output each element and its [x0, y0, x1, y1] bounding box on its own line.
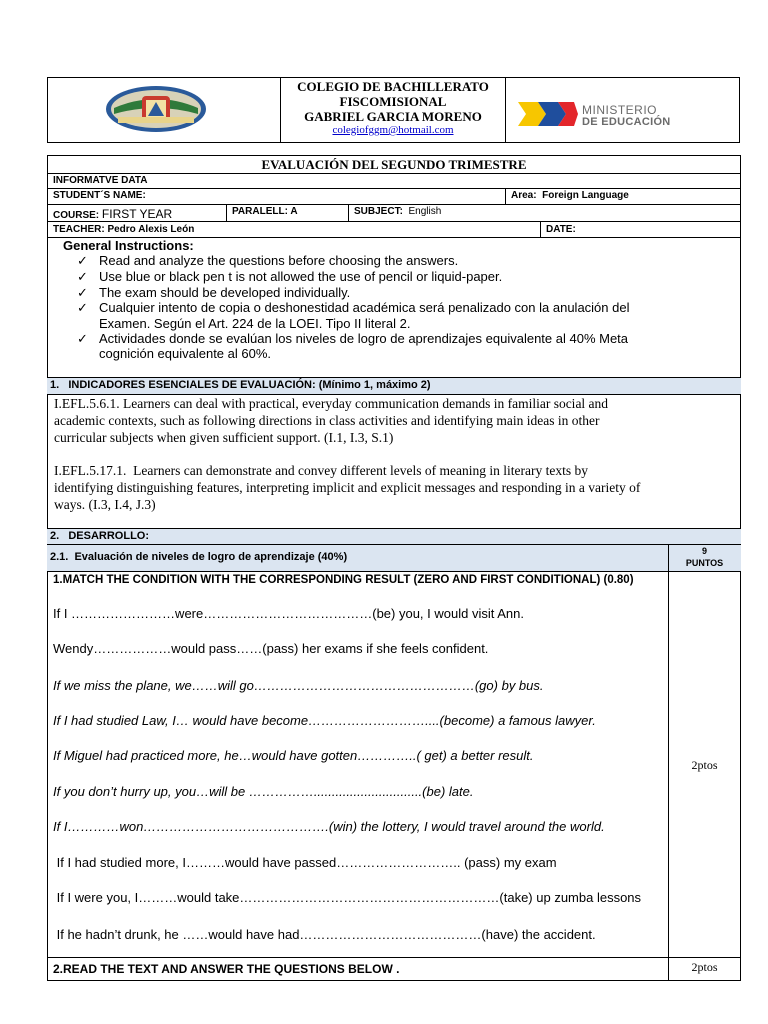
- school-name-line2: FISCOMISIONAL: [339, 94, 447, 109]
- exercise-item: If I…………won…………………………………….(win) the lottery, I would travel around the world.: [53, 819, 605, 834]
- exercise-item: If we miss the plane, we……will go……………………………………………(go) by bus.: [53, 678, 544, 693]
- rule: [505, 188, 506, 204]
- exam-title: EVALUACIÓN DEL SEGUNDO TRIMESTRE: [261, 157, 527, 172]
- instruction-item: [77, 269, 502, 285]
- indicator-1-line2: academic contexts, such as following directions in class activities and identifying main ideas in other: [54, 413, 600, 428]
- exercise-item: Wendy………………would pass……(pass) her exams if she feels confident.: [53, 641, 489, 656]
- course-value: FIRST YEAR: [101, 207, 173, 221]
- school-name-line1: COLEGIO DE BACHILLERATO: [297, 79, 489, 94]
- rule: [47, 204, 741, 205]
- instruction-item: [77, 285, 350, 301]
- course-field: [53, 207, 172, 221]
- indicator-2-line3: ways. (I.3, I.4, J.3): [54, 497, 156, 512]
- exercise-item: If I ……………………were…………………………………(be) you, I would visit Ann.: [53, 606, 524, 621]
- exercise-item: If I had studied more, I………would have passed……………………….. (pass) my exam: [53, 855, 557, 870]
- indicator-2-line2: identifying distinguishing features, interpreting implicit and explicit messages and responding in a variety of: [54, 480, 641, 495]
- instruction-text-continued: Examen. Según el Art. 224 de la LOEI. Tipo II literal 2.: [99, 316, 411, 331]
- question-2-title: 2.READ THE TEXT AND ANSWER THE QUESTIONS BELOW .: [53, 962, 400, 976]
- ministry-logo: [516, 98, 578, 130]
- course-label: COURSE:: [53, 210, 100, 221]
- informative-data-label: INFORMATVE DATA: [53, 175, 148, 186]
- exercise-item: If you don’t hurry up, you…will be ……………..............................(be) late.: [53, 784, 474, 799]
- check-icon: ✓: [77, 285, 88, 300]
- parallel-label: PARALELL: A: [232, 206, 298, 217]
- exercise-item: If Miguel had practiced more, he…would have gotten…………..( get) a better result.: [53, 748, 534, 763]
- indicator-1-line3: curricular subjects when given sufficient support. (I.1, I.3, S.1): [54, 430, 394, 445]
- section2-title: 2. DESARROLLO:: [50, 530, 150, 542]
- subject-label: SUBJECT:: [354, 206, 403, 217]
- ministry-name-line2: DE EDUCACIÓN: [582, 116, 671, 128]
- rule: [47, 188, 741, 189]
- indicator-2-line1: I.EFL.5.17.1. Learners can demonstrate and convey different levels of meaning in literary texts by: [54, 463, 588, 478]
- subject-value: English: [408, 206, 442, 217]
- school-name-line3: GABRIEL GARCIA MORENO: [304, 109, 482, 124]
- date-label: DATE:: [546, 224, 576, 235]
- area-label-text: Area:: [511, 190, 537, 201]
- instruction-item: [77, 300, 629, 316]
- instruction-text-continued: cognición equivalente al 60%.: [99, 346, 272, 361]
- question-1-points: 2ptos: [691, 758, 718, 772]
- school-logo: [104, 84, 208, 134]
- area-value: Foreign Language: [542, 190, 629, 201]
- rule: [540, 221, 541, 237]
- exercise-list: [47, 572, 668, 957]
- indicator-1-line1: I.EFL.5.6.1. Learners can deal with practical, everyday communication demands in familiar social and: [54, 396, 609, 411]
- exercise-item: If he hadn’t drunk, he ……would have had……………………………………(have) the accident.: [53, 927, 596, 942]
- question-1-title: 1.MATCH THE CONDITION WITH THE CORRESPONDING RESULT (ZERO AND FIRST CONDITIONAL) (0.80): [53, 574, 634, 586]
- check-icon: ✓: [77, 331, 88, 346]
- section2-header: [47, 528, 741, 545]
- instruction-text: Actividades donde se evalúan los niveles de logro de aprendizajes equivalente al 40% Meta: [99, 331, 629, 346]
- check-icon: ✓: [77, 269, 88, 284]
- school-email-link[interactable]: colegiofggm@hotmail.com: [332, 124, 454, 136]
- instruction-text: The exam should be developed individually.: [99, 285, 351, 300]
- rule: [47, 957, 741, 958]
- instruction-text: Use blue or black pen t is not allowed the use of pencil or liquid-paper.: [99, 269, 503, 284]
- rule: [47, 221, 741, 222]
- rule: [348, 204, 349, 221]
- ministry-name-line1: MINISTERIO: [582, 103, 658, 117]
- instruction-item: [77, 331, 628, 347]
- points-label: PUNTOS: [685, 558, 724, 568]
- subsection-title: 2.1. Evaluación de niveles de logro de aprendizaje (40%): [50, 551, 348, 563]
- area-label: [511, 190, 629, 201]
- instruction-text: Read and analyze the questions before choosing the answers.: [99, 253, 459, 268]
- subject-field: [354, 206, 441, 217]
- instruction-text: Cualquier intento de copia o deshonestidad académica será penalizado con la anulación del: [99, 300, 630, 315]
- student-name-label: STUDENT´S NAME:: [53, 190, 146, 201]
- points-number: 9: [701, 546, 707, 556]
- rule: [47, 173, 741, 174]
- exercise-item: If I were you, I………would take……………………………………………………(take) up zumba lessons: [53, 890, 642, 905]
- instructions-title: General Instructions:: [63, 238, 194, 253]
- section1-title: 1. INDICADORES ESENCIALES DE EVALUACIÓN: (Mínimo 1, máximo 2): [50, 379, 431, 391]
- instruction-item: [77, 253, 458, 269]
- check-icon: ✓: [77, 253, 88, 268]
- rule: [226, 204, 227, 221]
- check-icon: ✓: [77, 300, 88, 315]
- header-divider-right: [505, 77, 506, 143]
- question-2-points: 2ptos: [691, 960, 718, 974]
- teacher-label: TEACHER: Pedro Alexis León: [53, 224, 195, 235]
- exercise-item: If I had studied Law, I… would have become………………………....(become) a famous lawyer.: [53, 713, 596, 728]
